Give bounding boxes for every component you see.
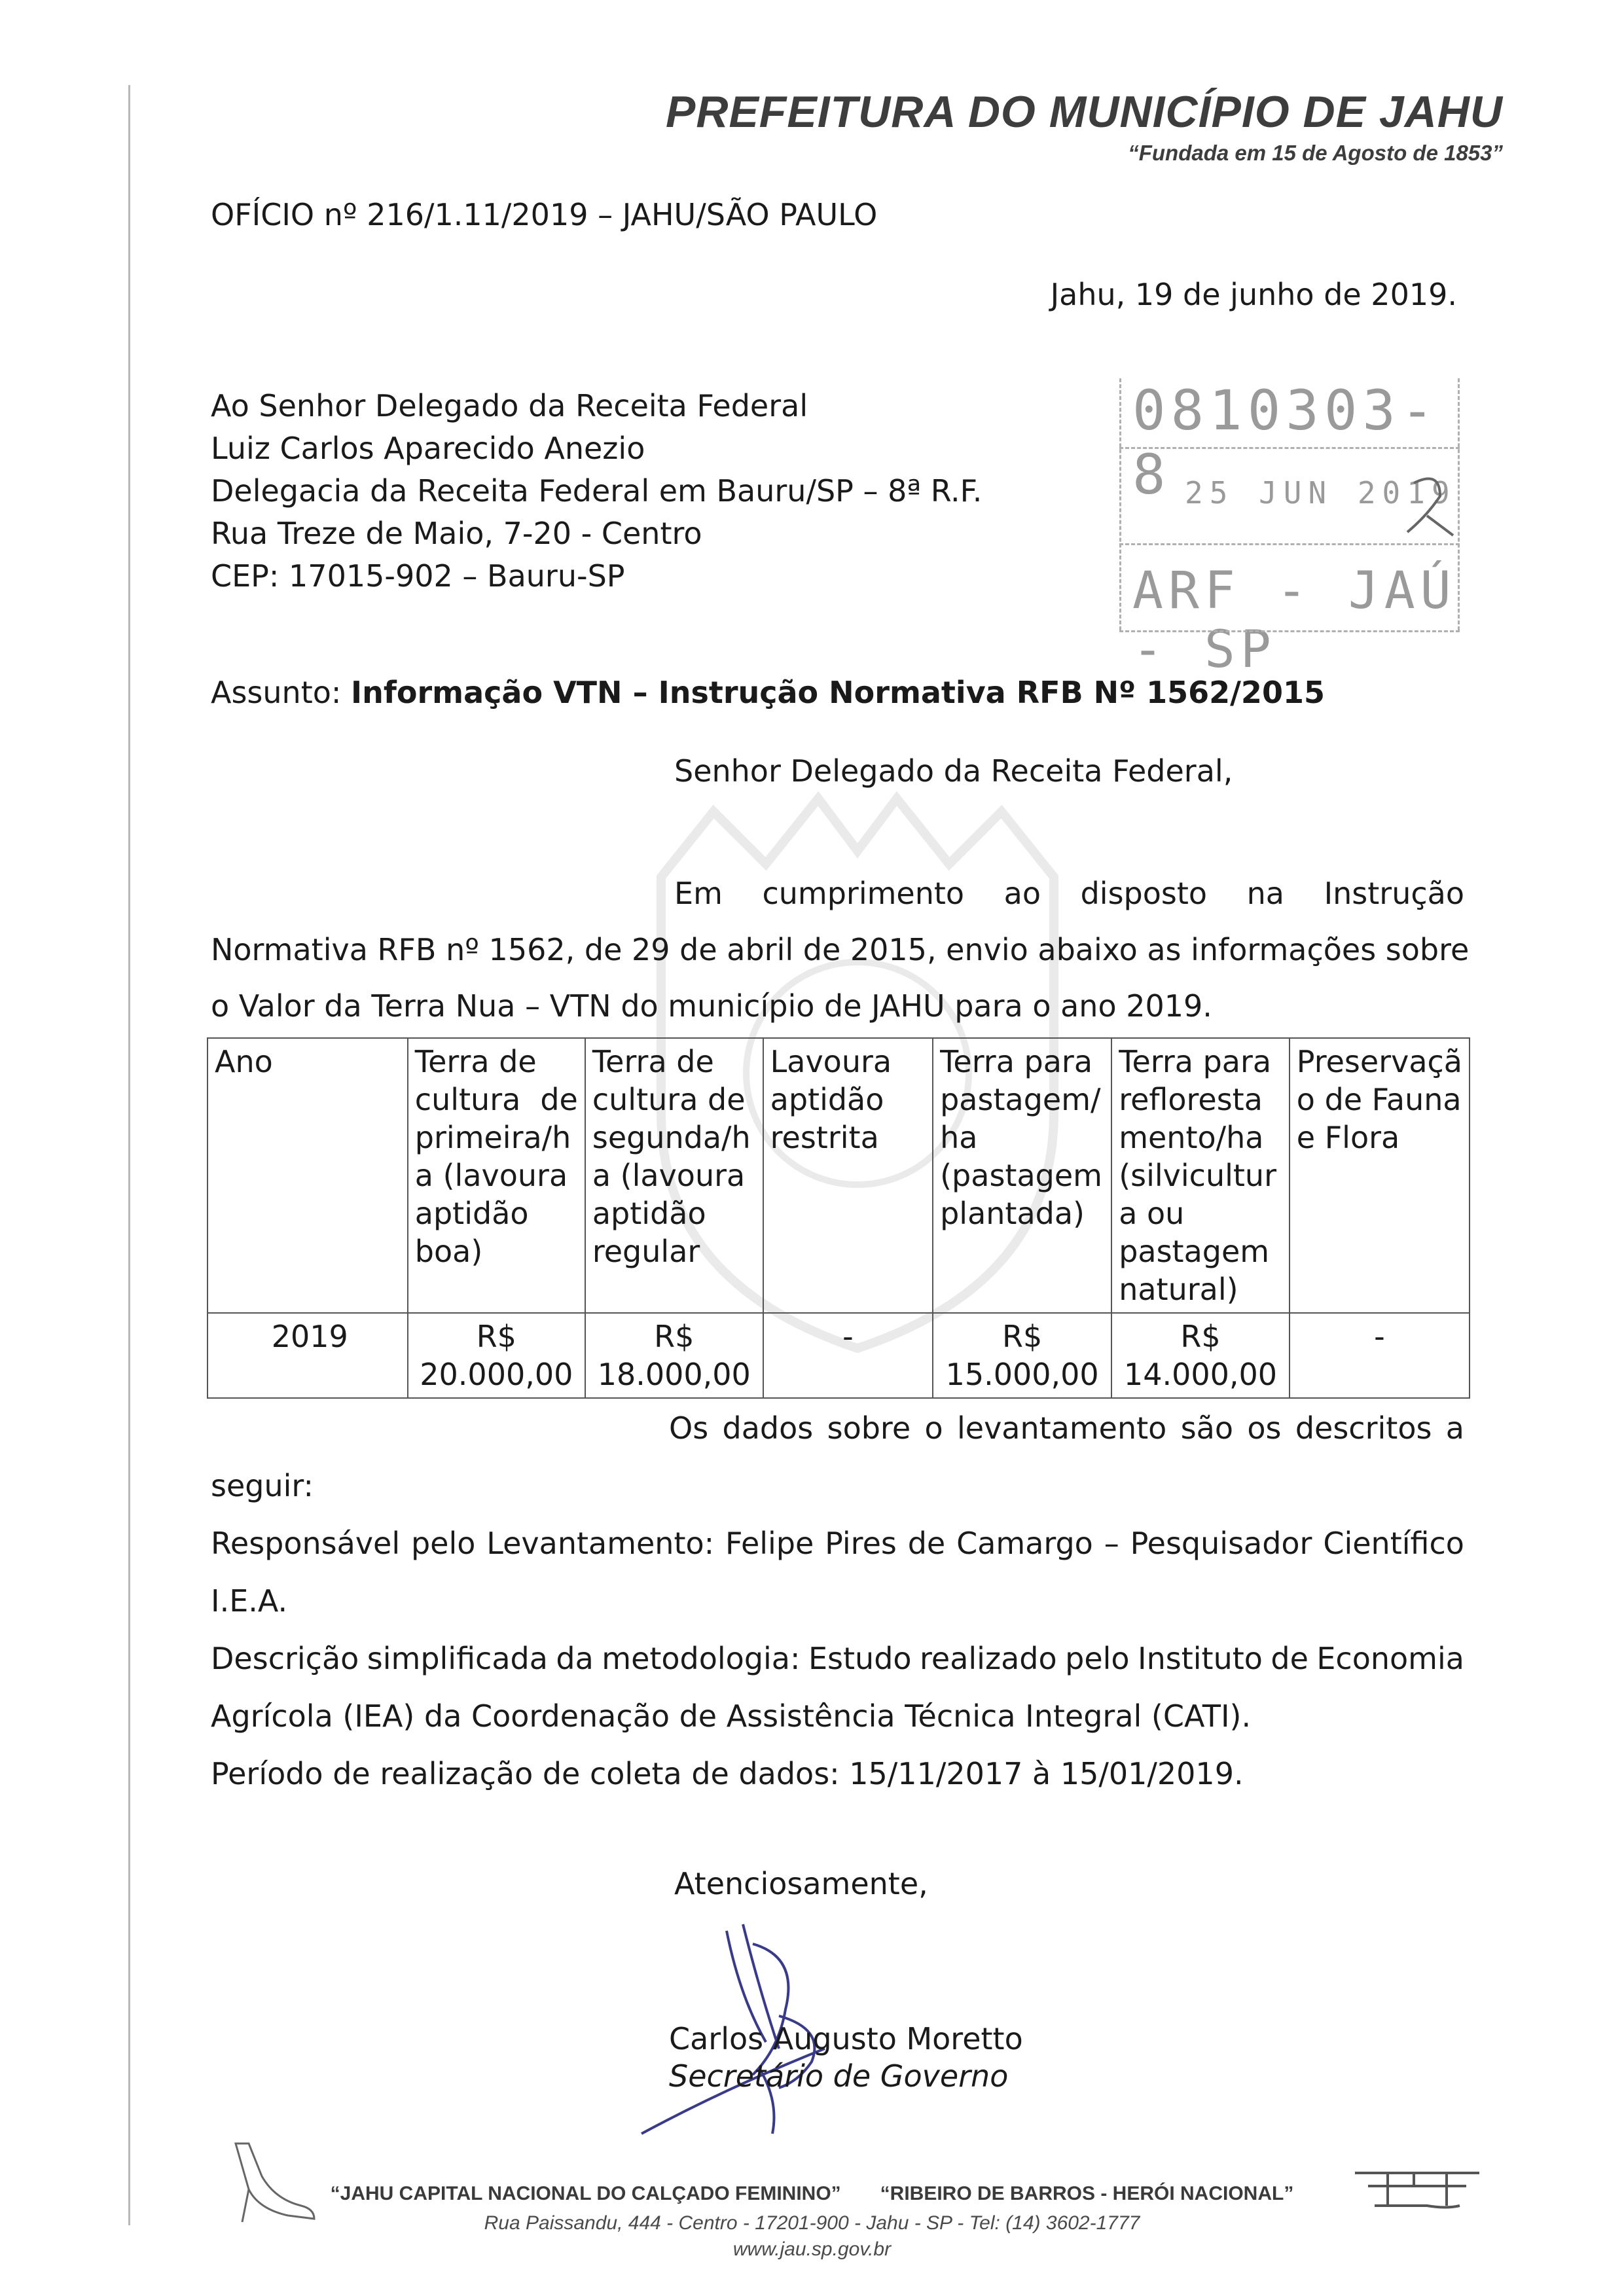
cell-line: cultura de <box>592 1082 746 1117</box>
word: realizado <box>920 1641 1057 1676</box>
cell-line: aptidão <box>770 1082 884 1117</box>
word: a <box>1445 1410 1464 1446</box>
cell-line: boa) <box>414 1234 483 1269</box>
letter-date: Jahu, 19 de junho de 2019. <box>1050 277 1457 312</box>
cell-line: Terra para <box>1119 1044 1272 1079</box>
word: os <box>1247 1410 1282 1446</box>
stamp-border <box>1119 378 1121 630</box>
cell-line: Lavoura <box>770 1044 892 1079</box>
cell-line: (silvicultur <box>1119 1158 1276 1193</box>
intro-paragraph <box>211 865 1470 1034</box>
word: descritos <box>1295 1410 1432 1446</box>
details-line: Período de realização de coleta de dados: 15/11/2017 à 15/01/2019. <box>211 1756 1244 1791</box>
footer-mottos <box>0 2183 1624 2205</box>
cell-line: aptidão <box>592 1196 706 1231</box>
signatory-name: Carlos Augusto Moretto <box>669 2021 1023 2056</box>
cell-line: segunda/h <box>592 1120 751 1155</box>
word: Em <box>674 876 723 911</box>
cell-line: refloresta <box>1119 1082 1263 1117</box>
subject-text: Informação VTN – Instrução Normativa RFB Nº 1562/2015 <box>351 675 1325 710</box>
word: disposto <box>1080 876 1208 911</box>
subject-label: Assunto: <box>211 675 342 710</box>
left-margin-line <box>128 85 130 2225</box>
table-cell <box>1111 1313 1290 1398</box>
cell-line: plantada) <box>940 1196 1085 1231</box>
details-methodology-line <box>211 1630 1464 1687</box>
addressee-line: Delegacia da Receita Federal em Bauru/SP – 8ª R.F. <box>211 473 983 509</box>
header-cell-reflorestamento <box>1111 1038 1290 1313</box>
footer-address: Rua Paissandu, 444 - Centro - 17201-900 - Jahu - SP - Tel: (14) 3602-1777 <box>484 2212 1140 2234</box>
word: pelo <box>410 1526 476 1561</box>
cell-line: pastagem/ <box>940 1082 1101 1117</box>
cell-line: pastagem <box>1119 1234 1270 1269</box>
cell-line: 18.000,00 <box>597 1357 751 1392</box>
stamp-divider <box>1119 447 1460 449</box>
cell-line: 14.000,00 <box>1123 1357 1278 1392</box>
word: pelo <box>1065 1641 1130 1676</box>
word: da <box>556 1641 594 1676</box>
cell-line: ha <box>940 1120 978 1155</box>
word: o <box>924 1410 943 1446</box>
footer-website: www.jau.sp.gov.br <box>732 2238 892 2260</box>
cell-line: natural) <box>1119 1272 1238 1307</box>
cell-line: restrita <box>770 1120 879 1155</box>
cell-line: cultura de <box>414 1082 578 1117</box>
word: na <box>1246 876 1284 911</box>
cell-line: (pastagem <box>940 1158 1102 1193</box>
signatory-role: Secretário de Governo <box>669 2058 1009 2094</box>
cell-line: - <box>842 1319 854 1354</box>
cell-line: Terra de <box>414 1044 537 1079</box>
word: Pires <box>825 1526 897 1561</box>
details-line: Agrícola (IEA) da Coordenação de Assistência Técnica Integral (CATI). <box>211 1698 1252 1734</box>
cell-line: R$ <box>476 1319 516 1354</box>
table-cell <box>585 1313 763 1398</box>
word: – <box>1104 1526 1119 1561</box>
cell-line: mento/ha <box>1119 1120 1264 1155</box>
word: Os <box>669 1410 709 1446</box>
cell-line: Terra para <box>940 1044 1093 1079</box>
cell-line: Ano <box>215 1044 273 1079</box>
details-responsible-line <box>211 1515 1464 1572</box>
stamp-date: 25 JUN 2019 <box>1185 475 1456 511</box>
word: Instrução <box>1324 876 1464 911</box>
cell-line: 15.000,00 <box>945 1357 1099 1392</box>
word: cumprimento <box>762 876 965 911</box>
table-header-row <box>208 1038 1470 1313</box>
header-cell-pastagem <box>933 1038 1111 1313</box>
stamp-divider <box>1119 630 1460 632</box>
paragraph-line: Normativa RFB nº 1562, de 29 de abril de 2015, envio abaixo as informações sobre <box>211 932 1470 967</box>
header-cell-segunda <box>585 1038 763 1313</box>
header-cell-preservacao <box>1290 1038 1470 1313</box>
header-subtitle: “Fundada em 15 de Agosto de 1853” <box>1128 141 1503 165</box>
cell-line: regular <box>592 1234 700 1269</box>
word: Estudo <box>808 1641 912 1676</box>
word: são <box>1180 1410 1233 1446</box>
cell-line: a ou <box>1119 1196 1185 1231</box>
addressee-line: Rua Treze de Maio, 7-20 - Centro <box>211 516 702 551</box>
details-line: I.E.A. <box>211 1583 288 1619</box>
cell-line: Terra de <box>592 1044 714 1079</box>
stamp-number: 0810303-8 <box>1132 378 1439 507</box>
cell-line: a (lavoura <box>592 1158 746 1193</box>
paragraph-first-line <box>211 865 1464 922</box>
word: Camargo <box>956 1526 1093 1561</box>
word: sobre <box>827 1410 911 1446</box>
word: dados <box>722 1410 814 1446</box>
cell-line: R$ <box>1180 1319 1221 1354</box>
footer-motto-1: “JAHU CAPITAL NACIONAL DO CALÇADO FEMININO” <box>330 2183 841 2204</box>
stamp-divider <box>1119 543 1460 545</box>
word: metodologia: <box>602 1641 801 1676</box>
word: Economia <box>1316 1641 1464 1676</box>
cell-line: R$ <box>654 1319 695 1354</box>
cell-line: o de Fauna <box>1296 1082 1462 1117</box>
stamp-office: ARF - JAÚ - SP <box>1132 562 1456 679</box>
cell-line: e Flora <box>1296 1120 1400 1155</box>
cell-line: Preservaçã <box>1296 1044 1462 1079</box>
word: de <box>907 1526 946 1561</box>
word: Científico <box>1323 1526 1464 1561</box>
table-cell <box>208 1313 408 1398</box>
word: Levantamento: <box>486 1526 715 1561</box>
word: Felipe <box>725 1526 814 1561</box>
word: Pesquisador <box>1130 1526 1312 1561</box>
cell-line: primeira/h <box>414 1120 571 1155</box>
header-cell-lavoura <box>763 1038 933 1313</box>
cell-line: a (lavoura <box>414 1158 568 1193</box>
header-cell-ano <box>208 1038 408 1313</box>
table-cell <box>933 1313 1111 1398</box>
header-cell-primeira <box>408 1038 585 1313</box>
word: Instituto <box>1138 1641 1263 1676</box>
stamp-initials-mark <box>1401 470 1460 542</box>
details-line: seguir: <box>211 1468 314 1503</box>
word: ao <box>1003 876 1041 911</box>
table-cell <box>1290 1313 1470 1398</box>
cell-line: 20.000,00 <box>420 1357 573 1392</box>
word: de <box>1271 1641 1308 1676</box>
details-first-line <box>211 1399 1464 1457</box>
word: Descrição <box>211 1641 359 1676</box>
table-cell <box>408 1313 585 1398</box>
protocol-stamp <box>1119 372 1460 679</box>
addressee-line: Luiz Carlos Aparecido Anezio <box>211 431 645 466</box>
word: Responsável <box>211 1526 401 1561</box>
addressee-line: CEP: 17015-902 – Bauru-SP <box>211 558 625 594</box>
word: levantamento <box>957 1410 1167 1446</box>
addressee-line: Ao Senhor Delegado da Receita Federal <box>211 388 808 423</box>
cell-line: - <box>1374 1319 1385 1354</box>
survey-details <box>211 1399 1464 1803</box>
cell-line: R$ <box>1002 1319 1043 1354</box>
paragraph-line: o Valor da Terra Nua – VTN do município de JAHU para o ano 2019. <box>211 988 1212 1024</box>
closing: Atenciosamente, <box>674 1866 928 1901</box>
oficio-number: OFÍCIO nº 216/1.11/2019 – JAHU/SÃO PAULO <box>211 197 878 232</box>
header-title: PREFEITURA DO MUNICÍPIO DE JAHU <box>665 87 1503 137</box>
table-row <box>208 1313 1470 1398</box>
subject-line <box>211 673 1325 712</box>
footer-motto-2: “RIBEIRO DE BARROS - HERÓI NACIONAL” <box>880 2183 1294 2204</box>
word: simplificada <box>367 1641 548 1676</box>
addressee-block <box>211 385 982 598</box>
greeting: Senhor Delegado da Receita Federal, <box>674 753 1233 789</box>
vtn-table <box>207 1037 1470 1399</box>
table-cell <box>763 1313 933 1398</box>
cell-line: aptidão <box>414 1196 529 1231</box>
cell-line: 2019 <box>271 1319 348 1354</box>
